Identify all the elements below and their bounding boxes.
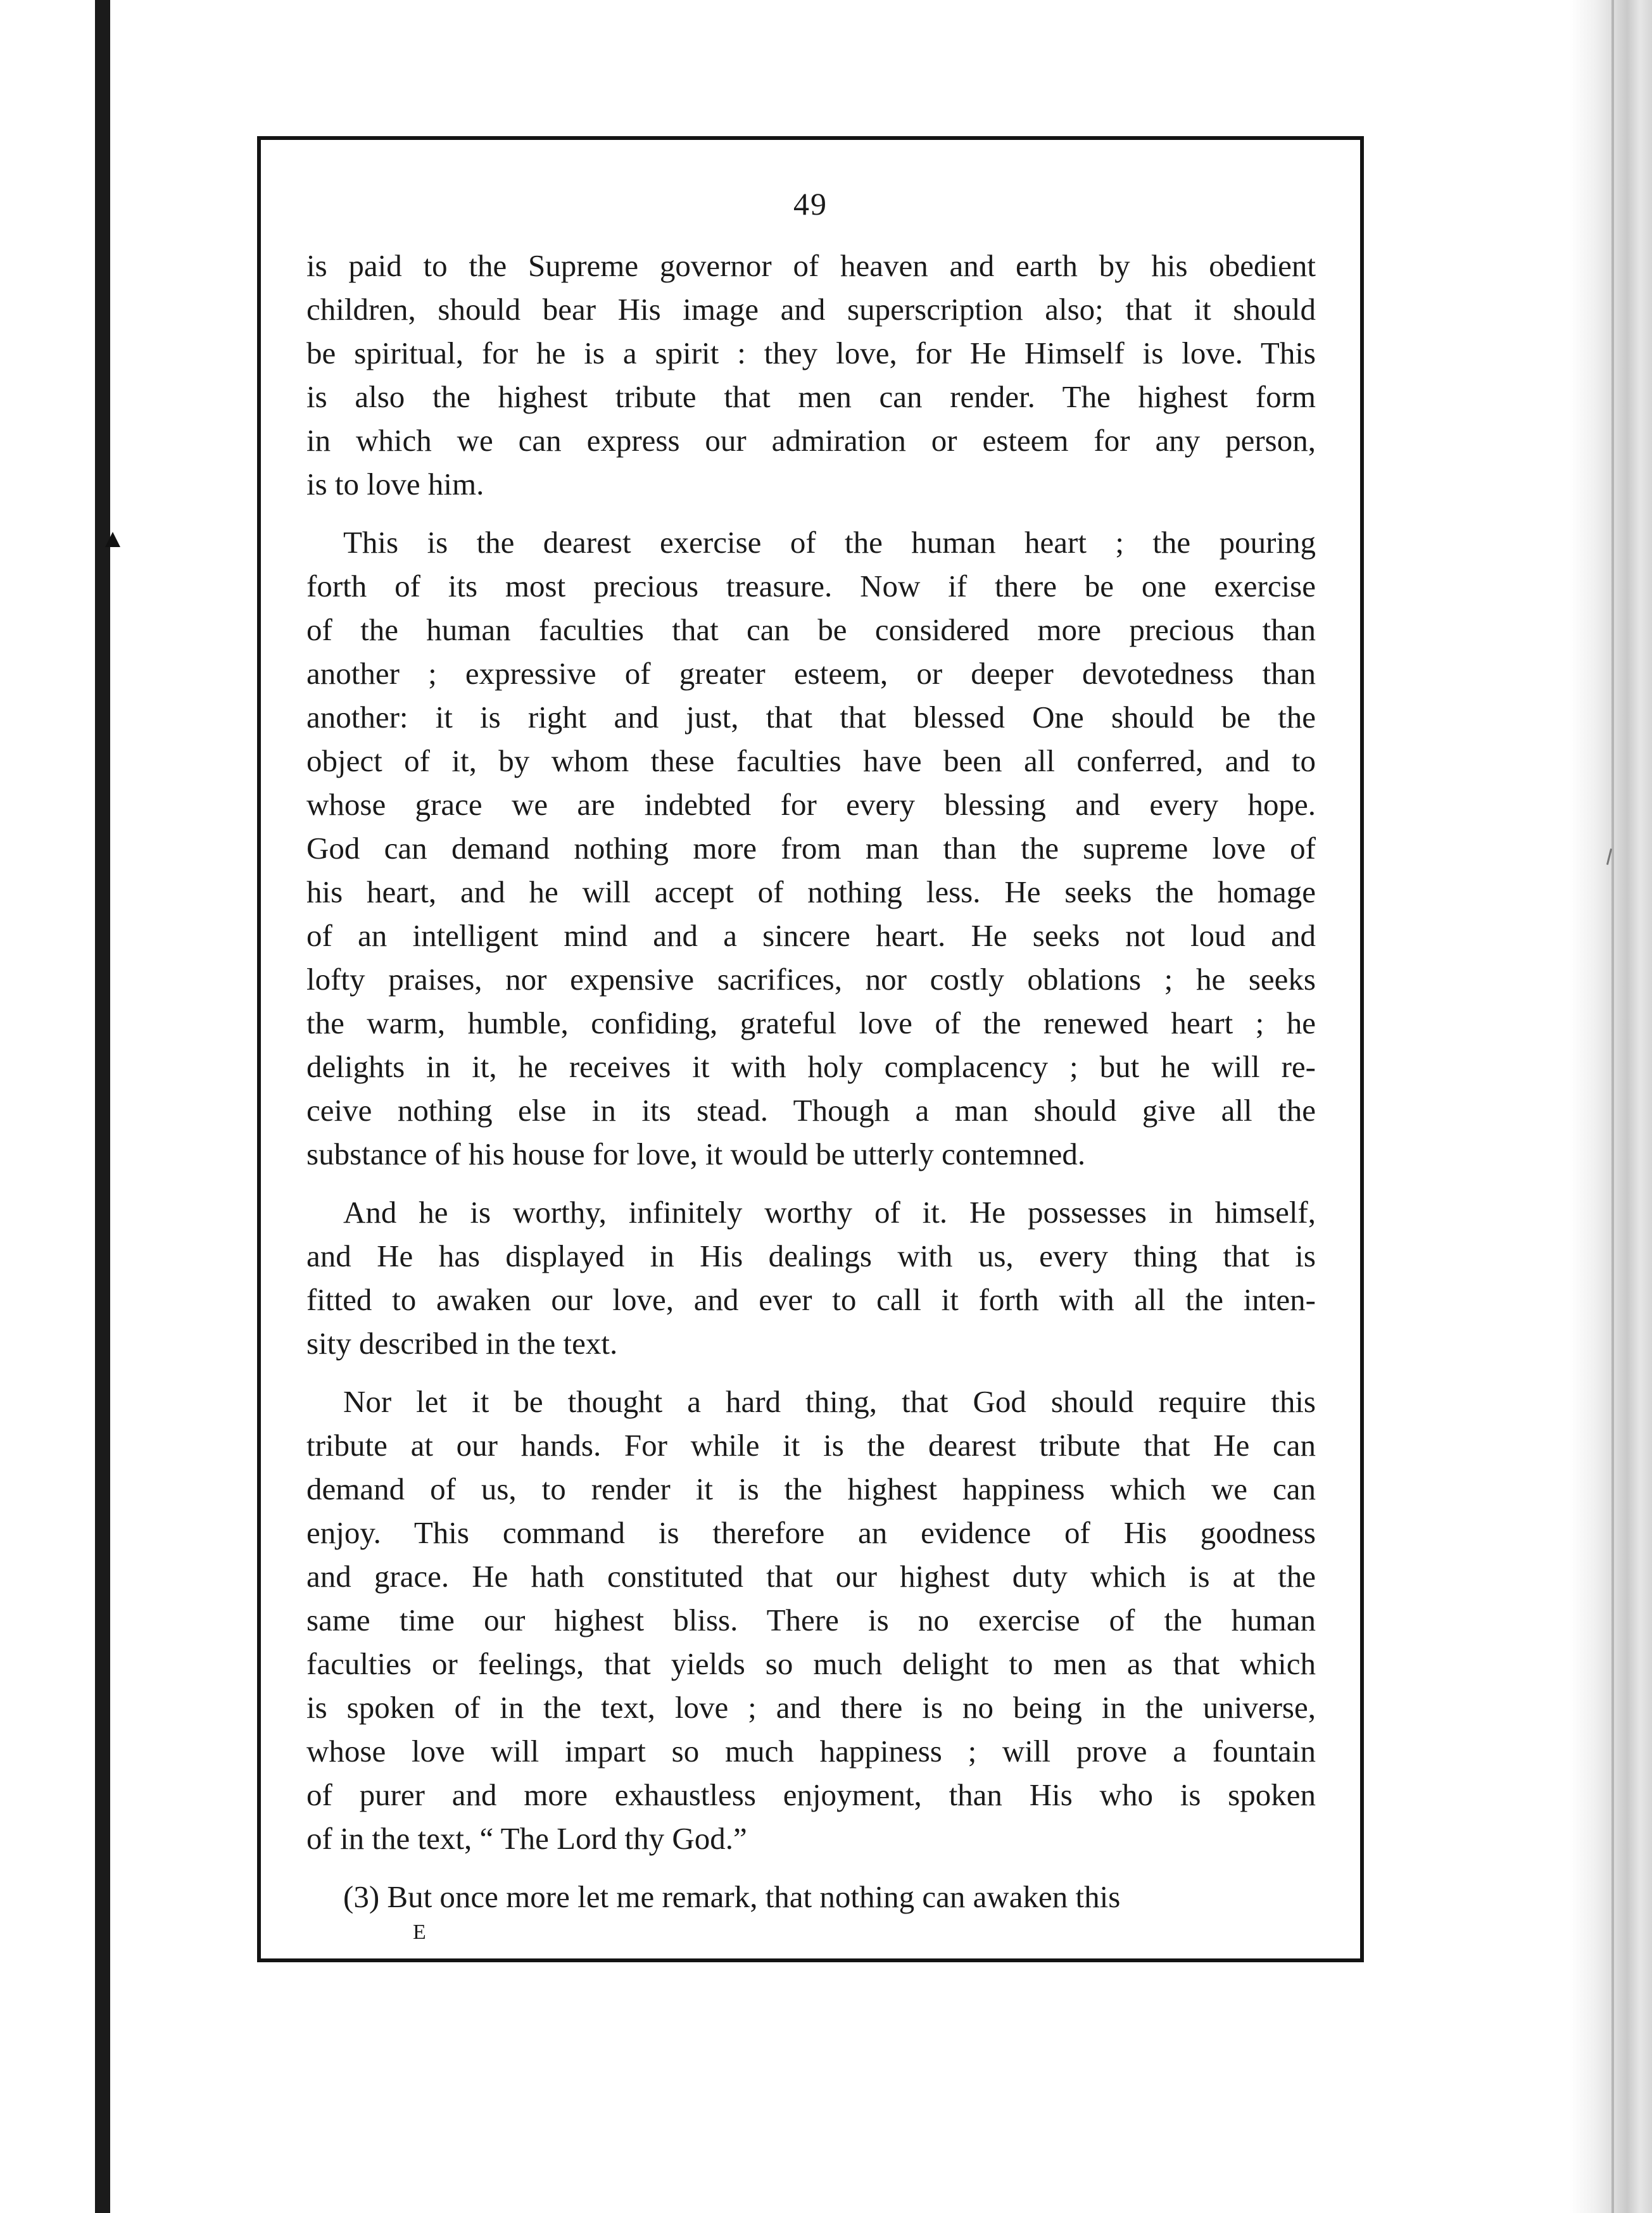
text-line: be spiritual, for he is a spirit : they love, for He Himself is love. This <box>306 336 1316 370</box>
text-line: whose grace we are indebted for every blessing and every hope. <box>306 787 1316 822</box>
text-line: is spoken of in the text, love ; and there is no being in the universe, <box>306 1690 1316 1725</box>
paragraph-gap <box>306 1365 1316 1380</box>
paragraph-gap <box>306 506 1316 520</box>
paragraph <box>306 1875 1316 1919</box>
text-line: his heart, and he will accept of nothing less. He seeks the homage <box>306 874 1316 909</box>
text-line: children, should bear His image and superscription also; that it should <box>306 292 1316 327</box>
text-line: is paid to the Supreme governor of heaven and earth by his obedient <box>306 248 1316 283</box>
text-line: whose love will impart so much happiness ; will prove a fountain <box>306 1734 1316 1769</box>
text-line: enjoy. This command is therefore an evidence of His goodness <box>306 1515 1316 1550</box>
text-line: lofty praises, nor expensive sacrifices, nor costly oblations ; he seeks <box>306 962 1316 997</box>
paragraph <box>306 244 1316 506</box>
text-line: is to love him. <box>306 467 484 501</box>
text-line: the warm, humble, confiding, grateful love of the renewed heart ; he <box>306 1006 1316 1040</box>
text-line: forth of its most precious treasure. Now if there be one exercise <box>306 569 1316 603</box>
text-line: of in the text, “ The Lord thy God.” <box>306 1821 747 1856</box>
text-line: demand of us, to render it is the highest happiness which we can <box>306 1472 1316 1506</box>
text-line: God can demand nothing more from man than the supreme love of <box>306 831 1316 866</box>
text-line: of the human faculties that can be considered more precious than <box>306 612 1316 647</box>
scan-left-edge-mark <box>105 532 120 547</box>
text-line: tribute at our hands. For while it is the dearest tribute that He can <box>306 1428 1316 1463</box>
text-line: same time our highest bliss. There is no exercise of the human <box>306 1603 1316 1637</box>
scan-right-edge <box>1570 0 1652 2213</box>
text-line: This is the dearest exercise of the human heart ; the pouring <box>343 525 1316 560</box>
text-line: of purer and more exhaustless enjoyment, than His who is spoken <box>306 1777 1316 1812</box>
text-line: fitted to awaken our love, and ever to call it forth with all the inten- <box>306 1282 1316 1317</box>
text-line: (3) But once more let me remark, that nothing can awaken this <box>343 1879 1121 1914</box>
text-line: And he is worthy, infinitely worthy of it. He possesses in himself, <box>343 1195 1316 1230</box>
text-line: in which we can express our admiration or esteem for any person, <box>306 423 1316 458</box>
paragraph <box>306 1380 1316 1860</box>
printer-signature-mark: E <box>413 1920 427 1944</box>
paragraph-gap <box>306 1860 1316 1875</box>
text-line: another: it is right and just, that that blessed One should be the <box>306 700 1316 735</box>
text-line: faculties or feelings, that yields so much delight to men as that which <box>306 1646 1316 1681</box>
page-number: 49 <box>793 186 828 222</box>
text-line: ceive nothing else in its stead. Though a man should give all the <box>306 1093 1316 1128</box>
text-line: substance of his house for love, it would be utterly contemned. <box>306 1137 1086 1171</box>
paragraph-gap <box>306 1176 1316 1190</box>
text-line: another ; expressive of greater esteem, or deeper devotedness than <box>306 656 1316 691</box>
text-line: and He has displayed in His dealings with us, every thing that is <box>306 1239 1316 1273</box>
paragraph <box>306 1190 1316 1365</box>
scan-page-fold <box>1611 0 1614 2213</box>
text-block-frame <box>257 136 1364 1962</box>
text-line: and grace. He hath constituted that our highest duty which is at the <box>306 1559 1316 1594</box>
scan-left-edge <box>95 0 110 2213</box>
text-line: Nor let it be thought a hard thing, that God should require this <box>343 1384 1316 1419</box>
text-line: object of it, by whom these faculties have been all conferred, and to <box>306 743 1316 778</box>
text-line: of an intelligent mind and a sincere heart. He seeks not loud and <box>306 918 1316 953</box>
text-line: sity described in the text. <box>306 1326 618 1361</box>
paragraph <box>306 520 1316 1176</box>
body-text <box>306 244 1316 1919</box>
text-line: delights in it, he receives it with holy complacency ; but he will re- <box>306 1049 1316 1084</box>
text-line: is also the highest tribute that men can render. The highest form <box>306 379 1316 414</box>
